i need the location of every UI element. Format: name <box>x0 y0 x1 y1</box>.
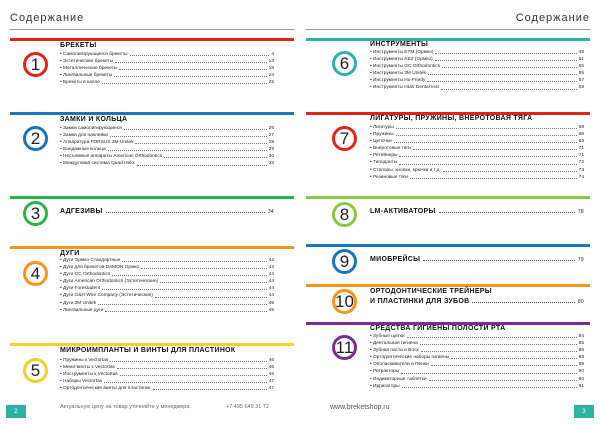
page-ref: 55 <box>578 64 584 70</box>
section-divider <box>10 112 294 115</box>
page-ref: 44 <box>268 293 274 299</box>
section-items <box>370 49 584 92</box>
page-ref: 78 <box>577 209 584 215</box>
section-title[interactable] <box>60 208 274 215</box>
toc-entry-label: • Инструменты ETM (Ормко) <box>370 50 434 55</box>
right-page <box>300 0 600 425</box>
section-title[interactable]: ЛИГАТУРЫ, ПРУЖИНЫ, ВНЕРОТОВАЯ ТЯГА <box>370 115 533 122</box>
section-title[interactable]: БРЕКЕТЫ <box>60 42 97 49</box>
toc-entry-label: • Резиновые тяги <box>370 174 408 180</box>
toc-entry[interactable] <box>370 354 584 361</box>
dot-leader <box>435 56 577 61</box>
toc-entry-label: • Дуги GC Orthodontics <box>60 272 111 278</box>
page-ref: 13 <box>268 59 274 65</box>
dot-leader <box>402 383 577 388</box>
dot-leader <box>399 152 576 157</box>
dot-leader <box>120 371 267 376</box>
toc-entry[interactable] <box>370 124 584 131</box>
dot-leader <box>427 77 576 82</box>
toc-entry[interactable] <box>370 174 584 181</box>
dot-leader <box>112 271 266 276</box>
dot-leader <box>153 385 267 390</box>
toc-entry[interactable] <box>60 132 274 139</box>
toc-entry-label: • Дентальная гигиена <box>370 341 418 347</box>
page-ref: 45 <box>268 307 274 313</box>
section-items <box>60 51 274 86</box>
toc-entry[interactable] <box>370 333 584 340</box>
toc-entry[interactable] <box>60 58 274 65</box>
page-ref: 71 <box>578 153 584 159</box>
toc-entry[interactable] <box>60 257 274 264</box>
page-ref: 68 <box>578 125 584 130</box>
section-number-circle: 3 <box>23 201 48 226</box>
toc-entry-label: • Зубная паста и Воск <box>370 348 419 354</box>
toc-entry-label: • Лигатуры <box>370 125 394 130</box>
toc-entry-label: • Наборы Vectortas <box>60 379 103 385</box>
toc-entry-label: • Ретейнеры <box>370 153 398 159</box>
section-title[interactable]: ДУГИ <box>60 250 80 257</box>
dot-leader <box>394 138 577 143</box>
toc-entry[interactable] <box>370 383 584 390</box>
page-ref: 44 <box>268 279 274 285</box>
section-divider <box>306 196 590 199</box>
toc-entry[interactable] <box>370 376 584 383</box>
toc-entry-label: • Замки самолигирующиеся <box>60 126 122 131</box>
page-ref: 42 <box>268 258 274 263</box>
page-ref: 26 <box>268 126 274 131</box>
section-title[interactable] <box>370 256 584 263</box>
page-ref: 34 <box>267 209 274 215</box>
toc-entry-label: • Дуги Ормко Стандартные <box>60 258 121 263</box>
toc-entry-label: • Лингвальные брекеты <box>60 73 113 79</box>
page-ref: 4 <box>271 52 274 57</box>
page-ref: 74 <box>578 174 584 180</box>
page-ref: 73 <box>578 167 584 173</box>
toc-entry[interactable] <box>370 131 584 138</box>
page-title: Содержание <box>10 12 85 24</box>
page-ref: 46 <box>268 358 274 363</box>
toc-entry[interactable] <box>370 167 584 174</box>
dot-leader <box>442 63 577 68</box>
toc-entry-label: • Междуговая система Quad Helix <box>60 161 135 167</box>
dot-leader <box>420 340 577 345</box>
dot-leader <box>410 174 577 179</box>
toc-entry-label: • Дуги G&H Wire Company (Эстетические) <box>60 293 153 299</box>
title-divider <box>306 29 590 30</box>
toc-entry[interactable] <box>60 378 274 385</box>
dot-leader <box>137 160 267 165</box>
page-ref: 47 <box>268 379 274 385</box>
dot-leader <box>428 70 577 75</box>
section-title-text: МИОБРЕЙСЫ <box>370 256 421 263</box>
dot-leader <box>106 212 265 213</box>
section-divider <box>10 343 294 346</box>
toc-entry-label: • Аппаратура FORSUS 3M Unitek <box>60 140 134 146</box>
section-items <box>60 257 274 314</box>
toc-entry[interactable] <box>60 385 274 392</box>
page-ref: 27 <box>268 133 274 139</box>
toc-entry[interactable] <box>370 49 584 56</box>
footer-note: Актуальную цену на товар уточняйте у менеджера <box>60 404 190 410</box>
toc-entry-label: • Внеротовые тяги <box>370 146 411 152</box>
dot-leader <box>435 49 576 54</box>
dot-leader <box>110 357 266 362</box>
toc-entry-label: • Зубные щетки <box>370 334 405 339</box>
section-title[interactable]: ЗАМКИ И КОЛЬЦА <box>60 116 128 123</box>
toc-entry[interactable] <box>60 51 274 58</box>
footer-phone: +7 495 649 31 72 <box>226 404 269 410</box>
section-items <box>60 125 274 168</box>
section-title-text: АДГЕЗИВЫ <box>60 208 103 215</box>
toc-entry-label: • Самолигирующиеся брекеты <box>60 52 128 57</box>
toc-entry-label: • Мини-винты к Vectortas <box>60 365 115 371</box>
toc-entry[interactable] <box>60 300 274 307</box>
toc-entry-label: • Лингвальные дуги <box>60 307 104 313</box>
toc-entry-label: • Ополаскиватели и Пенки <box>370 362 429 368</box>
title-divider <box>10 29 294 30</box>
page-ref: 80 <box>577 299 584 305</box>
toc-entry-label: • Ирригаторы <box>370 383 400 389</box>
toc-entry-label: • Ортодонтические винты для пластинок <box>60 386 151 392</box>
page-ref: 86 <box>578 348 584 354</box>
toc-entry[interactable] <box>370 340 584 347</box>
section-divider <box>306 284 590 287</box>
section-title[interactable]: СРЕДСТВА ГИГИЕНЫ ПОЛОСТИ РТА <box>370 325 506 332</box>
toc-entry[interactable] <box>60 72 274 79</box>
toc-entry-label: • Инструменты Hu-Friedy <box>370 78 426 84</box>
toc-entry[interactable] <box>60 371 274 378</box>
toc-entry-label: • Дуги для брекетов DAMON Ормко <box>60 265 140 271</box>
page-ref: 45 <box>268 300 274 306</box>
dot-leader <box>135 139 266 144</box>
page-ref: 57 <box>578 78 584 84</box>
section-title[interactable] <box>370 288 584 295</box>
page-ref: 90 <box>578 369 584 375</box>
dot-leader <box>104 378 267 383</box>
dot-leader <box>421 347 577 352</box>
page-ref: 24 <box>268 73 274 79</box>
toc-entry[interactable] <box>60 307 274 314</box>
toc-entry-label: • Пружины <box>370 132 394 138</box>
page-ref: 29 <box>268 147 274 153</box>
page-ref: 88 <box>578 355 584 361</box>
section-divider <box>306 244 590 247</box>
toc-entry[interactable] <box>370 368 584 375</box>
toc-entry-label: • Брекеты в капле <box>60 80 100 86</box>
toc-entry[interactable] <box>60 271 274 278</box>
page-ref: 28 <box>268 140 274 146</box>
toc-entry[interactable] <box>370 63 584 70</box>
section-items <box>370 333 584 390</box>
page-ref: 91 <box>578 383 584 389</box>
page-ref: 44 <box>268 286 274 292</box>
dot-leader <box>119 65 266 70</box>
toc-entry-label: • Эстетические брекеты <box>60 59 114 65</box>
toc-entry-label: • Инструменты GC Orthodontics <box>370 64 440 70</box>
dot-leader <box>141 264 266 269</box>
dot-leader <box>443 167 577 172</box>
toc-entry[interactable] <box>370 70 584 77</box>
page-ref: 46 <box>268 365 274 371</box>
dot-leader <box>407 333 577 338</box>
section-title[interactable] <box>370 298 584 305</box>
page-ref: 90 <box>578 376 584 382</box>
toc-entry-label: • Инструменты 3M Unitek <box>370 71 426 77</box>
section-divider <box>10 38 294 41</box>
section-number-circle: 11 <box>332 335 357 360</box>
toc-entry-label: • Инструменты HLW Dental Inst <box>370 85 439 91</box>
dot-leader <box>160 278 266 283</box>
toc-entry-label: • Несъемные аппараты American Orthodontics <box>60 154 163 160</box>
toc-entry-label: • Дуги 3M Unitek <box>60 300 97 306</box>
dot-leader <box>124 125 267 130</box>
section-number-circle: 5 <box>23 358 48 383</box>
section-title[interactable]: МИКРОИМПЛАНТЫ И ВИНТЫ ДЛЯ ПЛАСТИНОК <box>60 347 236 354</box>
section-number-circle: 6 <box>332 51 357 76</box>
section-title-text: LM-АКТИВАТОРЫ <box>370 208 436 215</box>
section-number-circle: 9 <box>332 249 357 274</box>
toc-entry-label: • Стопоры, кнопки, крючки и т.д. <box>370 167 441 173</box>
page-title: Содержание <box>515 12 590 24</box>
toc-entry[interactable] <box>370 56 584 63</box>
page-ref: 48 <box>578 50 584 55</box>
section-title-text: ОРТОДОНТИЧЕСКИЕ ТРЕЙНЕРЫ <box>370 288 492 295</box>
page-ref: 69 <box>578 139 584 145</box>
dot-leader <box>130 51 270 56</box>
page-number: 2 <box>6 405 26 418</box>
toc-entry[interactable] <box>60 264 274 271</box>
dot-leader <box>108 146 267 151</box>
toc-entry[interactable] <box>60 292 274 299</box>
page-ref: 79 <box>577 257 584 263</box>
section-title-text: И ПЛАСТИНКИ ДЛЯ ЗУБОВ <box>370 298 470 305</box>
toc-entry-label: • Дуги Forestadent <box>60 286 101 292</box>
toc-entry-label: • Ретракторы <box>370 369 400 375</box>
toc-entry[interactable] <box>370 138 584 145</box>
toc-entry[interactable] <box>370 145 584 152</box>
dot-leader <box>396 124 577 129</box>
toc-entry[interactable] <box>60 364 274 371</box>
toc-entry-label: • Инструменты к Vectortas <box>60 372 118 378</box>
toc-entry-label: • Типодонты <box>370 160 398 166</box>
toc-entry[interactable] <box>60 139 274 146</box>
toc-entry-label: • Ортодонтические наборы гигиены <box>370 355 450 361</box>
dot-leader <box>399 159 576 164</box>
dot-leader <box>105 307 266 312</box>
dot-leader <box>102 285 267 290</box>
section-title[interactable]: ИНСТРУМЕНТЫ <box>370 41 429 48</box>
section-items <box>60 357 274 392</box>
toc-entry-label: • Дуги American Orthodontics (Эстетические) <box>60 279 159 285</box>
page-ref: 72 <box>578 160 584 166</box>
section-divider <box>10 246 294 249</box>
section-items <box>370 124 584 181</box>
dot-leader <box>164 153 267 158</box>
dot-leader <box>413 145 577 150</box>
dot-leader <box>117 364 267 369</box>
section-number-circle: 7 <box>332 126 357 151</box>
page-ref: 46 <box>268 372 274 378</box>
page-ref: 25 <box>268 80 274 86</box>
page-ref: 89 <box>578 362 584 368</box>
toc-entry[interactable] <box>60 79 274 86</box>
toc-entry[interactable] <box>370 84 584 91</box>
dot-leader <box>98 300 267 305</box>
page-ref: 43 <box>268 265 274 271</box>
toc-entry[interactable] <box>60 278 274 285</box>
toc-entry[interactable] <box>60 285 274 292</box>
toc-entry[interactable] <box>60 357 274 364</box>
page-ref: 85 <box>578 341 584 347</box>
dot-leader <box>114 72 266 77</box>
page-ref: 44 <box>268 272 274 278</box>
toc-entry-label: • Пружины к Vectortas <box>60 358 109 363</box>
section-divider <box>306 38 590 41</box>
toc-entry[interactable] <box>60 125 274 132</box>
toc-entry-label: • Замки для наклейки <box>60 133 108 139</box>
page-ref: 71 <box>578 146 584 152</box>
section-number-circle: 8 <box>332 202 357 227</box>
dot-leader <box>451 354 577 359</box>
dot-leader <box>401 368 577 373</box>
dot-leader <box>396 131 577 136</box>
toc-entry-label: • Металлические брекеты <box>60 66 118 72</box>
dot-leader <box>472 302 574 303</box>
dot-leader <box>423 260 575 261</box>
dot-leader <box>429 376 577 381</box>
page-ref: 51 <box>578 57 584 63</box>
toc-entry[interactable] <box>60 153 274 160</box>
page-ref: 55 <box>578 71 584 77</box>
toc-entry-label: • Цепочки <box>370 139 392 145</box>
section-divider <box>10 196 294 199</box>
page-number: 3 <box>574 405 594 418</box>
dot-leader <box>110 132 267 137</box>
toc-entry[interactable] <box>370 347 584 354</box>
page-ref: 84 <box>578 334 584 339</box>
dot-leader <box>441 84 577 89</box>
toc-entry[interactable] <box>60 146 274 153</box>
footer-site[interactable]: www.breketshop.ru <box>330 404 390 411</box>
toc-entry[interactable] <box>60 65 274 72</box>
section-number-circle: 2 <box>23 126 48 151</box>
dot-leader <box>439 212 575 213</box>
dot-leader <box>431 361 577 366</box>
toc-entry[interactable] <box>60 160 274 167</box>
toc-entry[interactable] <box>370 159 584 166</box>
page-ref: 47 <box>268 386 274 392</box>
dot-leader <box>122 257 266 262</box>
page-ref: 68 <box>578 132 584 138</box>
page-ref: 18 <box>268 66 274 72</box>
toc-entry-label: • Бандажные кольца <box>60 147 106 153</box>
toc-entry-label: • Инструменты AEZ (Ормко) <box>370 57 433 63</box>
section-title[interactable] <box>370 208 584 215</box>
page-ref: 30 <box>268 154 274 160</box>
page-ref: 59 <box>578 85 584 91</box>
dot-leader <box>155 292 267 297</box>
section-number-circle: 4 <box>23 261 48 286</box>
section-number-circle: 10 <box>332 289 357 314</box>
section-number-circle: 1 <box>23 52 48 77</box>
toc-entry[interactable] <box>370 152 584 159</box>
toc-entry[interactable] <box>370 361 584 368</box>
page-ref: 33 <box>268 161 274 167</box>
dot-leader <box>115 58 267 63</box>
toc-entry-label: • Индикаторные таблетки <box>370 376 427 382</box>
dot-leader <box>102 79 267 84</box>
toc-entry[interactable] <box>370 77 584 84</box>
